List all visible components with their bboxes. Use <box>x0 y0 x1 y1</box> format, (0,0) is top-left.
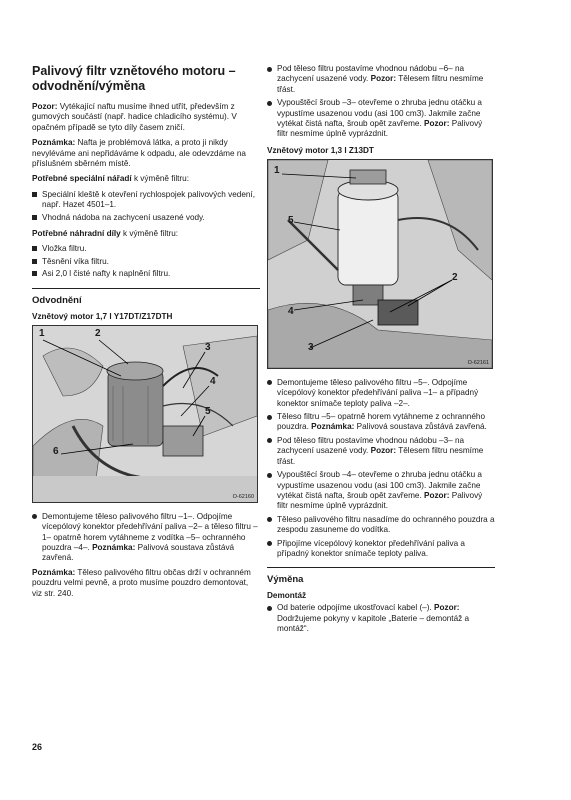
parts-heading: Potřebné náhradní díly k výměně filtru: <box>32 229 179 239</box>
engine-drawing <box>268 160 492 368</box>
list-item: Vložka filtru. <box>32 244 260 254</box>
left-column <box>32 64 260 604</box>
bullet-list <box>267 603 495 634</box>
tools-list <box>32 190 260 223</box>
bullet-list <box>267 64 495 140</box>
right-column <box>267 64 495 639</box>
tools-heading: Potřebné speciální nářadí k výměně filtru: <box>32 174 189 184</box>
callout-label: 3 <box>308 341 314 353</box>
page-number: 26 <box>32 742 43 752</box>
list-item: Speciální kleště k otevření rychlospojek palivových vedení, např. Hazet 4501–1. <box>32 190 260 211</box>
parts-list <box>32 244 260 279</box>
section-divider <box>267 567 495 568</box>
list-item: Těleso filtru –5– opatrně horem vytáhneme z ochranného pouzdra. Poznámka: Palivová soustava zůstává zavřená. <box>267 412 495 433</box>
subsection-heading-demontaz: Demontáž <box>267 591 307 601</box>
callout-label: 3 <box>205 341 211 353</box>
page-title: Palivový filtr vznětového motoru – odvodnění/výměna <box>32 64 236 93</box>
list-item: Vhodná nádoba na zachycení usazené vody. <box>32 213 260 223</box>
callout-label: 6 <box>53 445 59 457</box>
list-item: Těsnění víka filtru. <box>32 257 260 267</box>
engine-figure-1 <box>32 325 258 503</box>
section-heading-vymena: Výměna <box>267 574 304 586</box>
list-item: Pod těleso filtru postavíme vhodnou nádobu –3– na zachycení usazené vody. Pozor: Tělesem filtru nesmíme třást. <box>267 436 495 467</box>
callout-label: 1 <box>274 164 280 176</box>
list-item: Vypouštěcí šroub –4– otevřeme o zhruba jednu otáčku a vypustíme usazenou vodu (asi 100 cm3). Jakmile začne vytékat čistá nafta, šroub opět zavřeme. Pozor: Palivový filtr nesmíme úplně vyprázdnit. <box>267 470 495 512</box>
bullet-list <box>32 512 260 564</box>
pozor-paragraph: Pozor: Vytékající naftu musíme ihned utřít, především z gumových součástí (např. hadice chladicího systému). V opačném případě se tyto díly časem zničí. <box>32 102 237 132</box>
callout-label: 2 <box>452 271 458 283</box>
callout-label: 5 <box>288 214 294 226</box>
callout-label: 2 <box>95 327 101 339</box>
section-heading-odvodneni: Odvodnění <box>32 294 82 306</box>
list-item: Od baterie odpojíme ukostřovací kabel (–). Pozor: Dodržujeme pokyny v kapitole „Baterie – demontáž a montáž“. <box>267 603 495 634</box>
figure-code: O-62161 <box>467 359 489 366</box>
list-item: Asi 2,0 l čisté nafty k naplnění filtru. <box>32 269 260 279</box>
callout-label: 1 <box>39 327 45 339</box>
list-item: Těleso palivového filtru nasadíme do ochranného pouzdra a zespodu zasuneme do vodítka. <box>267 515 495 536</box>
list-item: Demontujeme těleso palivového filtru –5–. Odpojíme vícepólový konektor předehřívání paliva –1– a případný konektor snímače teploty paliva –2–. <box>267 378 495 409</box>
callout-label: 5 <box>205 405 211 417</box>
poznamka-paragraph: Poznámka: Nafta je problémová látka, a proto ji nikdy nevyléváme ani nepřidáváme k odpadu, ale odevzdáme na příslušném sběrném místě. <box>32 138 246 169</box>
callout-label: 4 <box>288 305 294 317</box>
list-item: Pod těleso filtru postavíme vhodnou nádobu –6– na zachycení usazené vody. Pozor: Tělesem filtru nesmíme třást. <box>267 64 495 95</box>
list-item: Demontujeme těleso palivového filtru –1–. Odpojíme vícepólový konektor předehřívání paliva –2– a těleso filtru –1– opatrně horem vytáhneme z vodítka –5– ochranného pouzdra –4–. Poznámka: Palivová soustava zůstává zavřená. <box>32 512 260 564</box>
figure-caption: Vznětový motor 1,7 l Y17DT/Z17DTH <box>32 311 173 321</box>
note-paragraph: Poznámka: Těleso palivového filtru občas drží v ochranném pouzdru velmi pevně, a proto musíme pouzdro demontovat, viz str. 240. <box>32 567 251 598</box>
list-item: Připojíme vícepólový konektor předehřívání paliva a případný konektor snímače teploty paliva. <box>267 539 495 560</box>
bullet-list <box>267 378 495 560</box>
figure-caption: Vznětový motor 1,3 l Z13DT <box>267 145 374 155</box>
engine-drawing <box>33 326 257 502</box>
section-divider <box>32 288 260 289</box>
figure-code: O-62160 <box>232 493 254 500</box>
list-item: Vypouštěcí šroub –3– otevřeme o zhruba jednu otáčku a vypustíme usazenou vodu (asi 100 cm3). Jakmile začne vytékat čistá nafta, šroub opět zavřeme. Pozor: Palivový filtr nesmíme úplně vyprázdnit. <box>267 98 495 140</box>
callout-label: 4 <box>210 375 216 387</box>
engine-figure-2 <box>267 159 493 369</box>
